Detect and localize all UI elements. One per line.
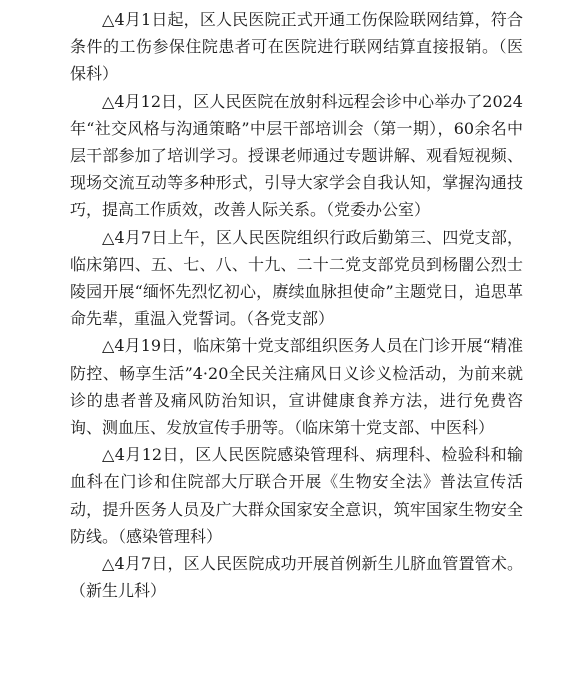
news-item: △4月7日，区人民医院成功开展首例新生儿脐血管置管术。（新生儿科） [70,554,523,601]
news-item: △4月12日，区人民医院感染管理科、病理科、检验科和输血科在门诊和住院部大厅联合开展《生物安全法》普法宣传活动，提升医务人员及广大群众国家安全意识，筑牢国家生物安全防线。（感染管理科） [70,445,523,546]
news-item: △4月19日，临床第十党支部组织医务人员在门诊开展“精准防控、畅享生活”4·20全民关注痛风日义诊义检活动，为前来就诊的患者普及痛风防治知识，宣讲健康食养方法，进行免费咨询、测血压、发放宣传手册等。（临床第十党支部、中医科） [70,336,523,438]
news-item: △4月12日，区人民医院在放射科远程会诊中心举办了2024年“社交风格与沟通策略”中层干部培训会（第一期），60余名中层干部参加了培训学习。授课老师通过专题讲解、观看短视频、现场交流互动等多种形式，引导大家学会自我认知，掌握沟通技巧，提高工作质效，改善人际关系。（党委办公室） [70,91,523,220]
news-item: △4月7日上午，区人民医院组织行政后勤第三、四党支部，临床第四、五、七、八、十九、二十二党支部党员到杨闇公烈士陵园开展“缅怀先烈忆初心，赓续血脉担使命”主题党日，追思革命先辈，重温入党誓词。（各党支部） [70,227,523,329]
news-item: △4月1日起，区人民医院正式开通工伤保险联网结算，符合条件的工伤参保住院患者可在医院进行联网结算直接报销。（医保科） [70,10,523,84]
